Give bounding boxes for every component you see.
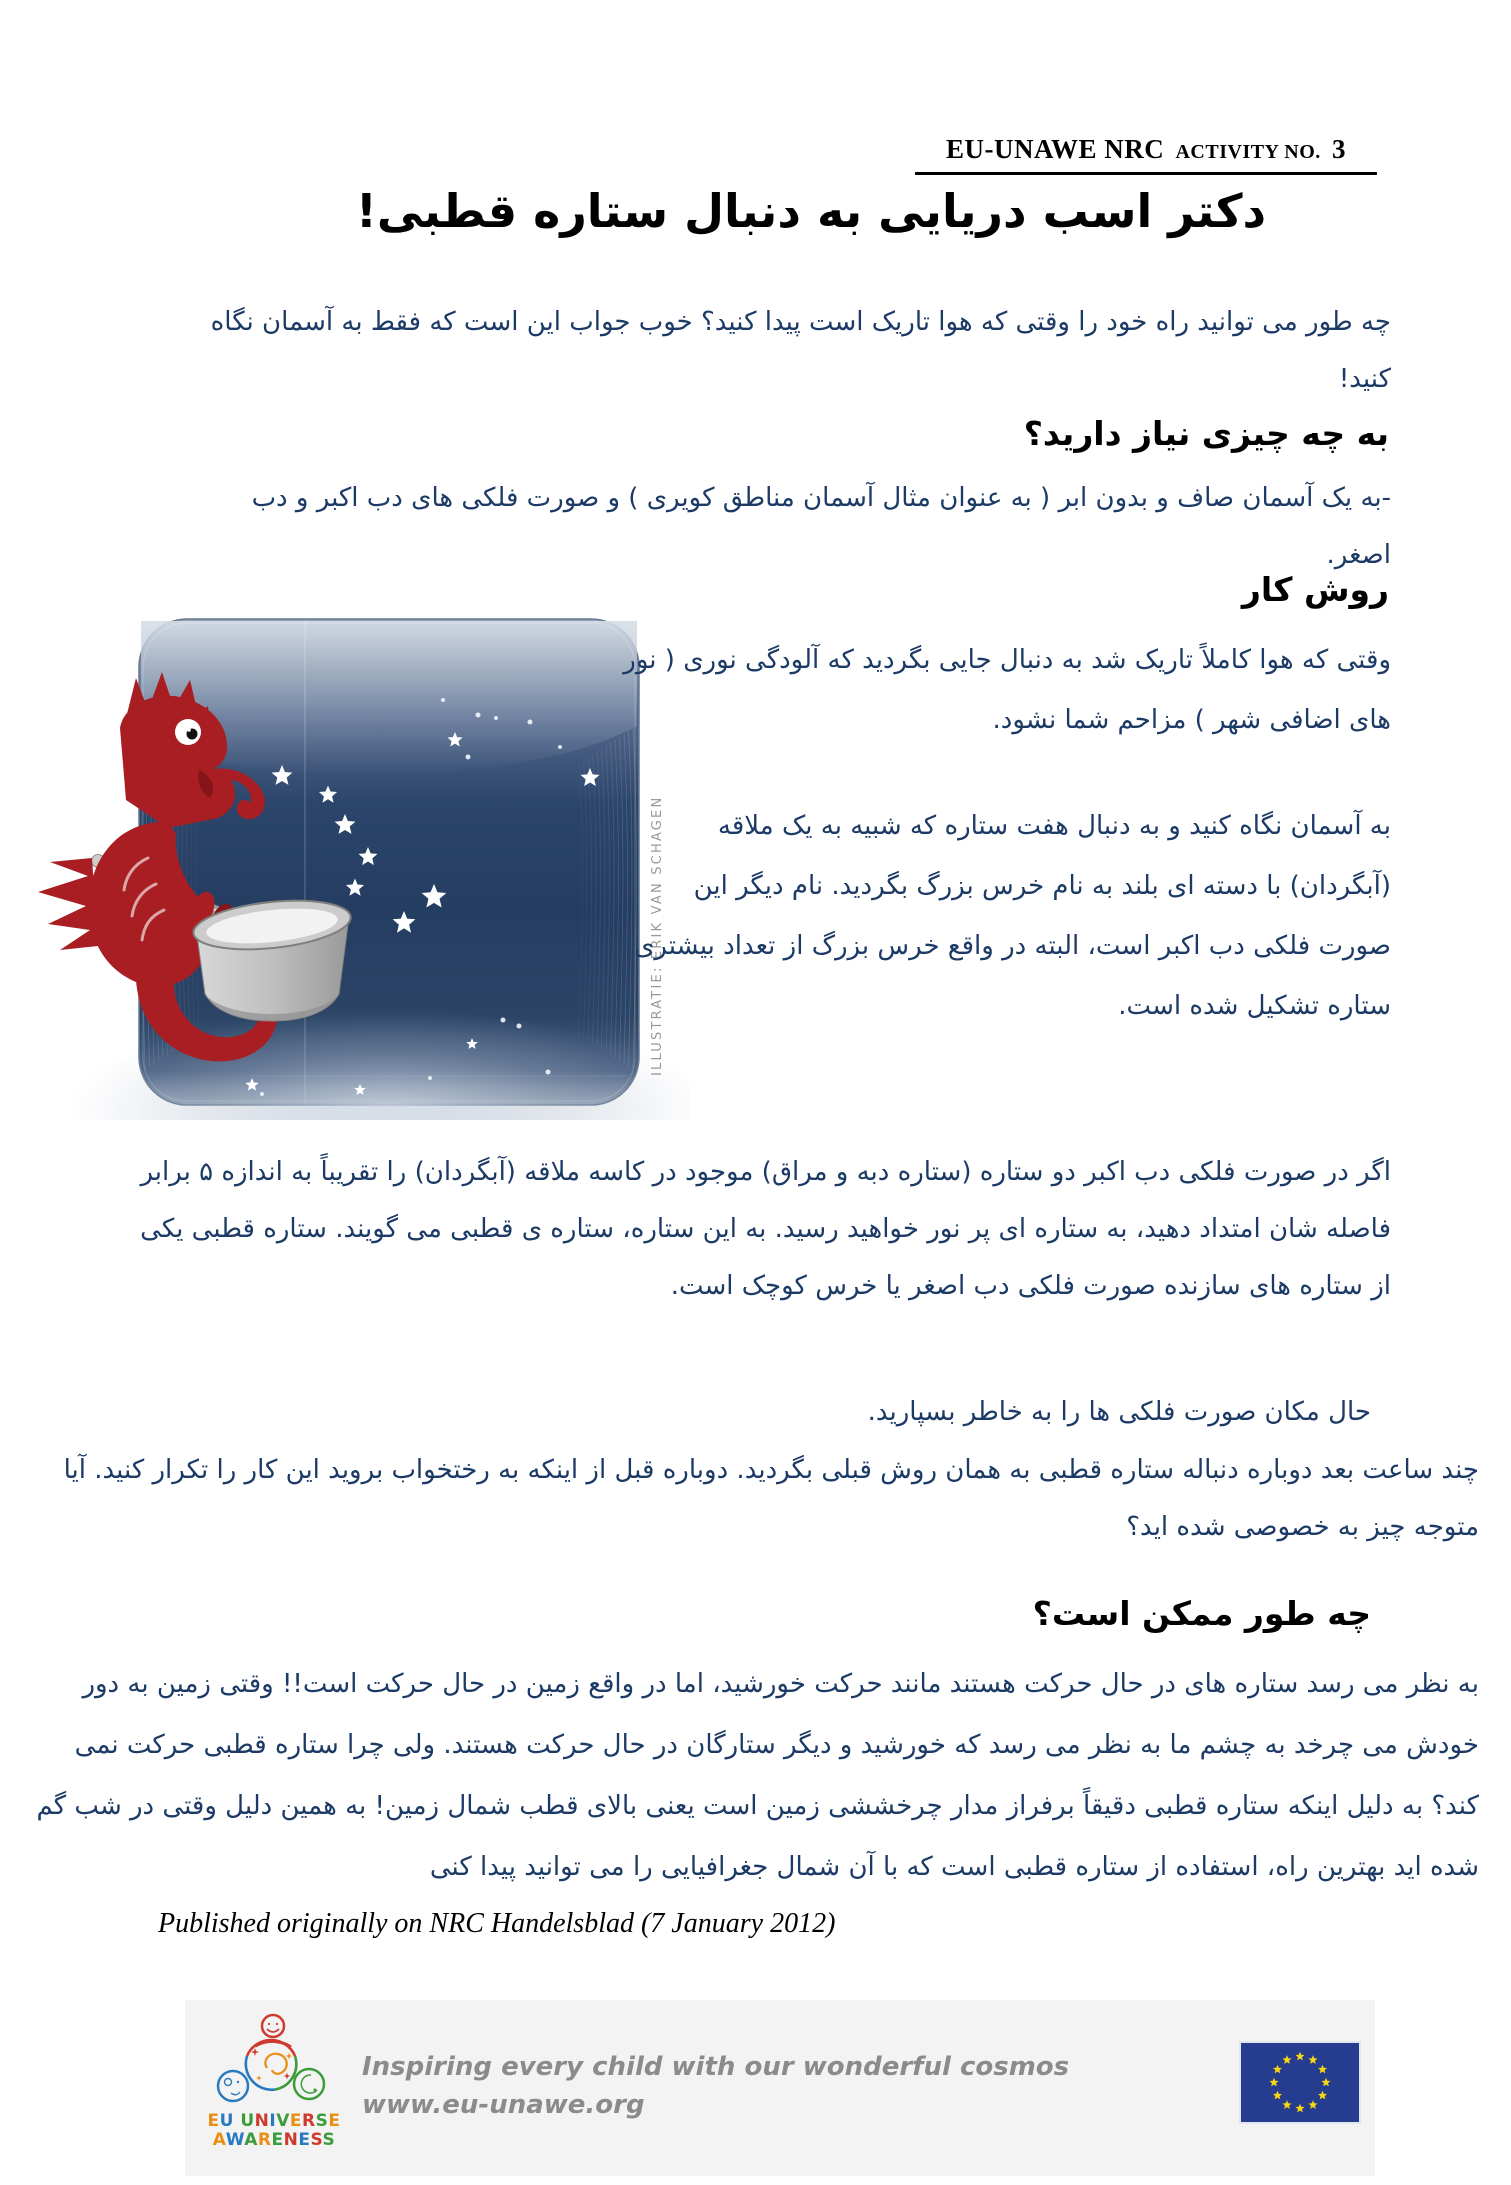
document-header [915, 134, 1377, 175]
eu-unawe-logo [203, 2012, 343, 2112]
eu-flag [1241, 2043, 1359, 2122]
section-heading-method: روش کار [1241, 570, 1389, 609]
logo-line2: AWARENESS [212, 2130, 336, 2150]
method-column [615, 630, 1391, 1036]
polestar-paragraph: اگر در صورت فلکی دب اکبر دو ستاره (ستاره دبه و مراق) موجود در کاسه ملاقه (آبگردان) را تقریباً به اندازه ۵ برابر فاصله شان امتداد دهید، به ستاره ای پر نور خواهید رسید. به این ستاره، ستاره ی قطبی می گویند. ستاره قطبی یکی از ستاره های سازنده صورت فلکی دب اصغر یا خرس کوچک است. [140, 1157, 1391, 1301]
illustration-credit: ILLUSTRATIE: ERIK VAN SCHAGEN [650, 795, 665, 1076]
how-paragraph: به نظر می رسد ستاره های در حال حرکت هستند مانند حرکت خورشید، اما در واقع زمین در حال حرکت است!! وقتی زمین به دور خودش می چرخد به چشم ما به نظر می رسد که خورشید و دیگر ستارگان در حال حرکت هستند. ولی چرا ستاره قطبی حرکت نمی کند؟ به دلیل اینکه ستاره قطبی دقیقاً برفراز مدار چرخششی زمین است یعنی بالای قطب شمال زمین! به همین دلیل وقتی در شب گم شده اید بهترین راه، استفاده از ستاره قطبی است که با آن شمال جغرافیایی را می توانید پیدا کنی [36, 1669, 1479, 1882]
seahorse-dorsal-fin [38, 858, 98, 950]
method-paragraph-1: وقتی که هوا کاملاً تاریک شد به دنبال جایی بگردید که آلودگی نوری ( نور های اضافی شهر ) مزاحم شما نشود. [623, 645, 1391, 735]
header-org: EU-UNAWE NRC [945, 134, 1165, 164]
repeat-paragraph: چند ساعت بعد دوباره دنباله ستاره قطبی به همان روش قبلی بگردید. دوباره قبل از اینکه به رختخواب بروید این کار را تکرار کنید. آیا متوجه چیز به خصوصی شده اید؟ [63, 1455, 1479, 1542]
website-url: www.eu-unawe.org [362, 2090, 645, 2120]
remember-paragraph: حال مکان صورت فلکی ها را به خاطر بسپارید. [867, 1397, 1371, 1427]
publication-note: Published originally on NRC Handelsblad (7 January 2012) [158, 1908, 836, 1939]
logo-planet-wheel [294, 2069, 324, 2099]
footer-band [185, 2000, 1375, 2176]
tagline: Inspiring every child with our wonderful cosmos [362, 2052, 1070, 2082]
logo-moon-wheel [218, 2071, 248, 2101]
night-sky-illustration [0, 608, 690, 1120]
logo-wordmark [196, 2112, 352, 2150]
header-activity-number: 3 [1332, 134, 1347, 164]
logo-head [262, 2015, 284, 2037]
need-paragraph: -به یک آسمان صاف و بدون ابر ( به عنوان مثال آسمان مناطق کویری ) و صورت فلکی های دب اکبر و دب اصغر. [251, 483, 1391, 570]
page-title: دکتر اسب دریایی به دنبال ستاره قطبی! [355, 184, 1267, 238]
intro-paragraph: چه طور می توانید راه خود را وقتی که هوا تاریک است پیدا کنید؟ خوب جواب این است که فقط به آسمان نگاه کنید! [210, 307, 1391, 394]
logo-galaxy-spiral [265, 2054, 286, 2074]
header-activity-label: ACTIVITY NO. [1175, 141, 1321, 163]
section-heading-how: چه طور ممکن است؟ [1032, 1594, 1371, 1633]
logo-line1: EU UNIVERSE [207, 2111, 341, 2131]
section-heading-need: به چه چیزی نیاز دارید؟ [1023, 414, 1389, 453]
method-paragraph-2: به آسمان نگاه کنید و به دنبال هفت ستاره که شبیه به یک ملاقه (آبگردان) با دسته ای بلند به نام خرس بزرگ بگردید. نام دیگر این صورت فلکی دب اکبر است، البته در واقع خرس بزرگ از تعداد بیشتری ستاره تشکیل شده است. [634, 811, 1391, 1021]
